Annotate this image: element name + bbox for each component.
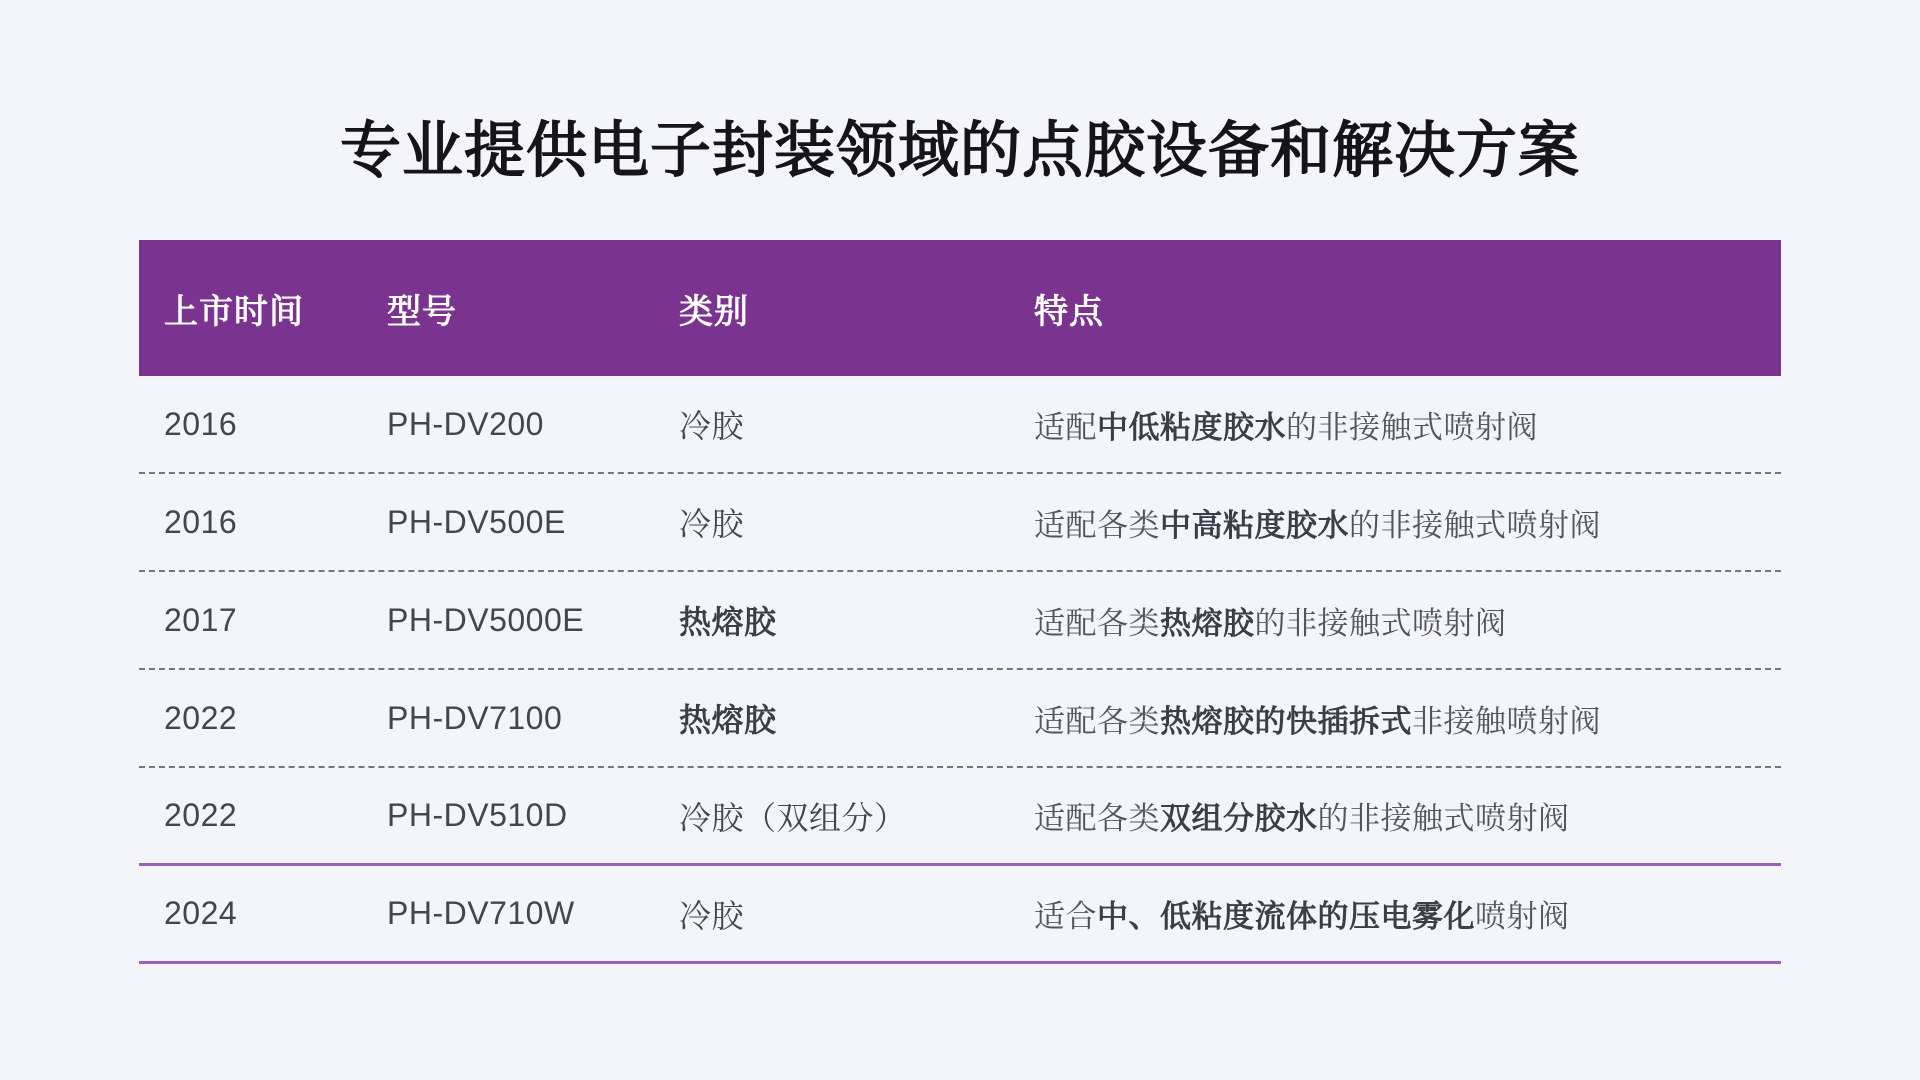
cell-model: PH-DV200 bbox=[387, 405, 544, 442]
feature-bold: 中低粘度胶水 bbox=[1097, 409, 1286, 445]
cell-features bbox=[1034, 402, 1756, 447]
cell-model: PH-DV5000E bbox=[387, 601, 585, 638]
cell-time: 2016 bbox=[164, 405, 238, 442]
header-cell-category: 类别 bbox=[679, 292, 749, 331]
cell-features bbox=[1034, 598, 1756, 643]
table-row bbox=[139, 768, 1781, 866]
feature-suffix: 的非接触式喷射阀 bbox=[1349, 507, 1601, 543]
cell-model: PH-DV7100 bbox=[387, 699, 563, 736]
cell-category: 热熔胶 bbox=[679, 604, 777, 641]
cell-model: PH-DV510D bbox=[387, 797, 568, 834]
cell-features bbox=[1034, 500, 1756, 545]
cell-model: PH-DV710W bbox=[387, 895, 575, 932]
cell-time: 2024 bbox=[164, 895, 238, 932]
feature-suffix: 的非接触式喷射阀 bbox=[1317, 801, 1570, 837]
table-header-row bbox=[139, 240, 1781, 376]
cell-features bbox=[1034, 891, 1756, 936]
page-title: 专业提供电子封装领域的点胶设备和解决方案 bbox=[339, 116, 1580, 184]
cell-time: 2016 bbox=[164, 503, 238, 540]
feature-bold: 双组分胶水 bbox=[1160, 801, 1318, 837]
feature-suffix: 的非接触式喷射阀 bbox=[1254, 605, 1507, 641]
feature-bold: 中高粘度胶水 bbox=[1160, 507, 1349, 543]
cell-features bbox=[1034, 696, 1756, 741]
header-cell-features: 特点 bbox=[1034, 292, 1104, 331]
table-row bbox=[139, 376, 1781, 474]
cell-category: 冷胶 bbox=[679, 506, 745, 543]
table-row bbox=[139, 670, 1781, 768]
feature-suffix: 喷射阀 bbox=[1475, 899, 1570, 935]
cell-category: 冷胶 bbox=[679, 408, 745, 445]
header-cell-time: 上市时间 bbox=[164, 292, 304, 331]
feature-suffix: 的非接触式喷射阀 bbox=[1286, 409, 1538, 445]
cell-model: PH-DV500E bbox=[387, 503, 566, 540]
table-row bbox=[139, 866, 1781, 964]
table-row bbox=[139, 474, 1781, 572]
cell-category: 冷胶 bbox=[679, 897, 745, 934]
cell-category: 热熔胶 bbox=[679, 702, 777, 739]
feature-prefix: 适配各类 bbox=[1034, 703, 1160, 739]
product-table bbox=[139, 240, 1781, 964]
cell-features bbox=[1034, 793, 1756, 838]
table-row bbox=[139, 572, 1781, 670]
feature-suffix: 非接触喷射阀 bbox=[1412, 703, 1601, 739]
cell-time: 2017 bbox=[164, 601, 238, 638]
feature-bold: 中、低粘度流体的压电雾化 bbox=[1097, 899, 1475, 935]
header-cell-model: 型号 bbox=[387, 292, 457, 331]
cell-category: 冷胶（双组分） bbox=[679, 799, 907, 836]
feature-prefix: 适配 bbox=[1034, 409, 1097, 445]
feature-prefix: 适配各类 bbox=[1034, 605, 1160, 641]
feature-prefix: 适合 bbox=[1034, 899, 1097, 935]
cell-time: 2022 bbox=[164, 797, 238, 834]
cell-time: 2022 bbox=[164, 699, 238, 736]
feature-bold: 热熔胶 bbox=[1160, 605, 1255, 641]
feature-prefix: 适配各类 bbox=[1034, 801, 1160, 837]
feature-prefix: 适配各类 bbox=[1034, 507, 1160, 543]
feature-bold: 热熔胶的快插拆式 bbox=[1160, 703, 1412, 739]
